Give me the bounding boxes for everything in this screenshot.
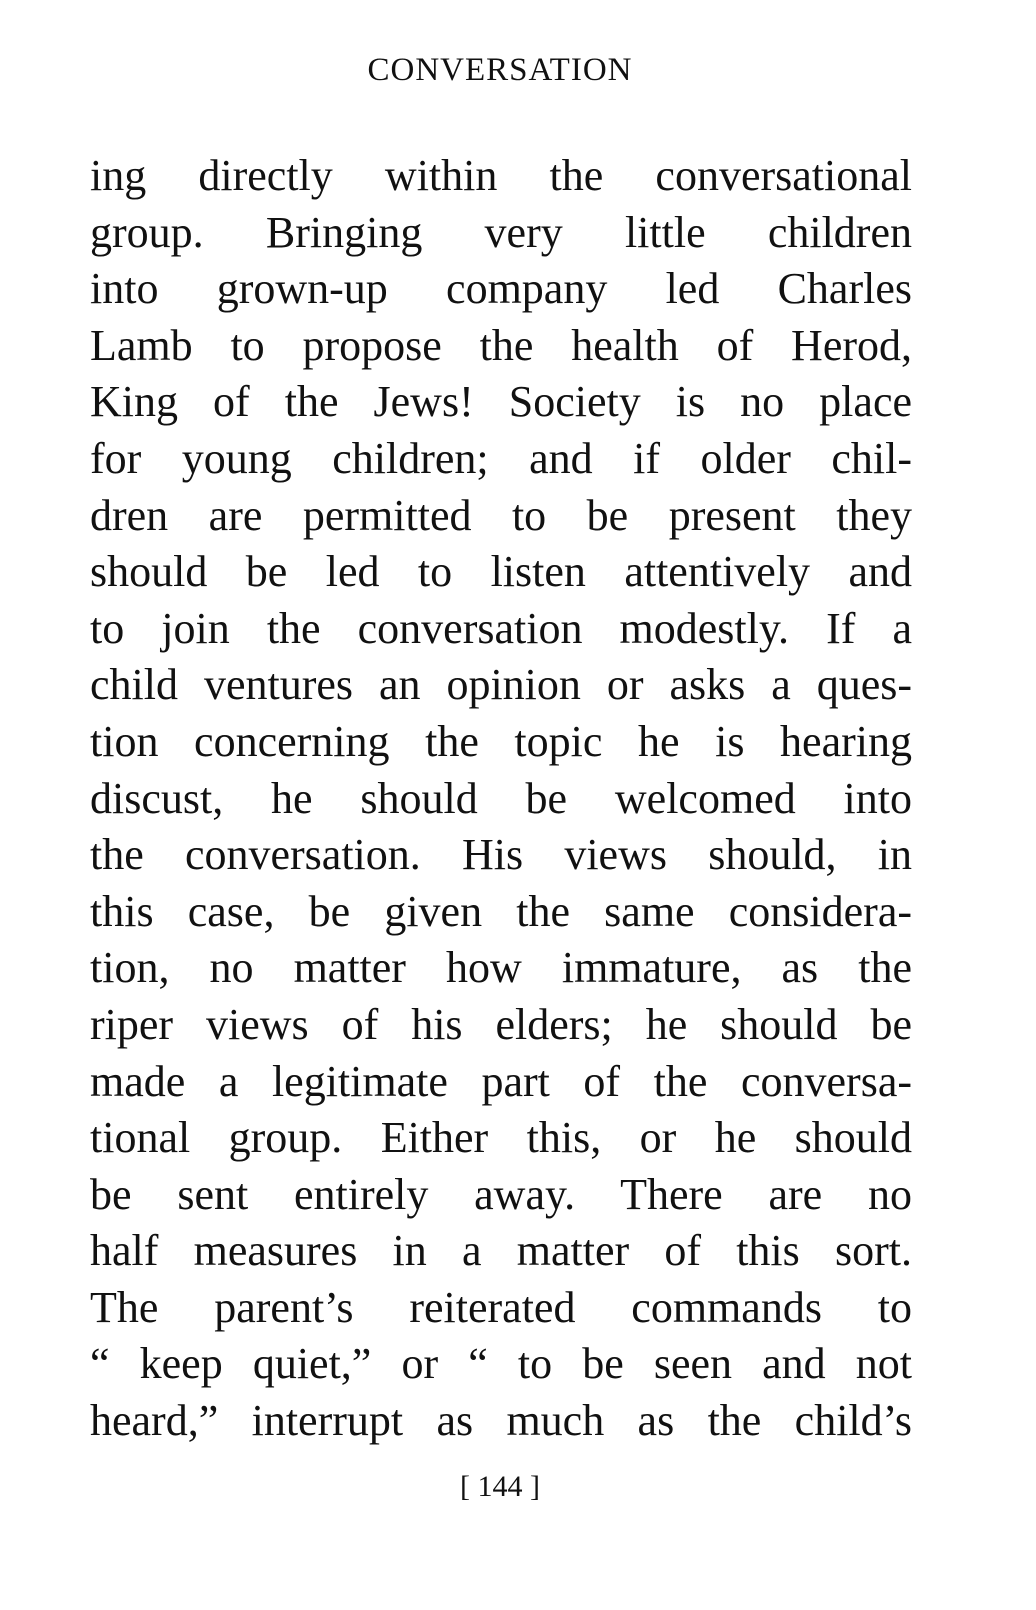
text-line: should be led to listen attentively and: [90, 547, 912, 597]
text-line: riper views of his elders; he should be: [90, 999, 912, 1049]
page-number: [ 144 ]: [460, 1470, 540, 1503]
running-head: CONVERSATION: [367, 52, 633, 88]
text-line: half measures in a matter of this sort.: [90, 1226, 912, 1276]
text-line: into grown-up company led Charles: [90, 264, 912, 314]
body-text: [90, 148, 912, 1450]
text-line: made a legitimate part of the conversa-: [90, 1056, 912, 1106]
text-line: discust, he should be welcomed into: [90, 773, 912, 823]
text-line: tional group. Either this, or he should: [90, 1113, 912, 1163]
text-line: King of the Jews! Society is no place: [90, 377, 912, 427]
text-line: group. Bringing very little children: [90, 207, 912, 257]
text-line: tion, no matter how immature, as the: [90, 943, 912, 993]
text-line: to join the conversation modestly. If a: [90, 603, 912, 653]
text-line: the conversation. His views should, in: [90, 830, 912, 880]
text-line: child ventures an opinion or asks a ques-: [90, 660, 912, 710]
text-line: be sent entirely away. There are no: [90, 1169, 912, 1219]
text-line: this case, be given the same considera-: [90, 886, 912, 936]
text-line: tion concerning the topic he is hearing: [90, 716, 912, 766]
text-line: Lamb to propose the health of Herod,: [90, 320, 912, 370]
text-line: The parent’s reiterated commands to: [90, 1282, 912, 1332]
text-line: heard,” interrupt as much as the child’s: [90, 1396, 912, 1446]
text-line: dren are permitted to be present they: [90, 490, 912, 540]
text-line: “ keep quiet,” or “ to be seen and not: [90, 1339, 912, 1389]
text-line: ing directly within the conversational: [90, 151, 912, 200]
text-line: for young children; and if older chil-: [90, 433, 912, 483]
